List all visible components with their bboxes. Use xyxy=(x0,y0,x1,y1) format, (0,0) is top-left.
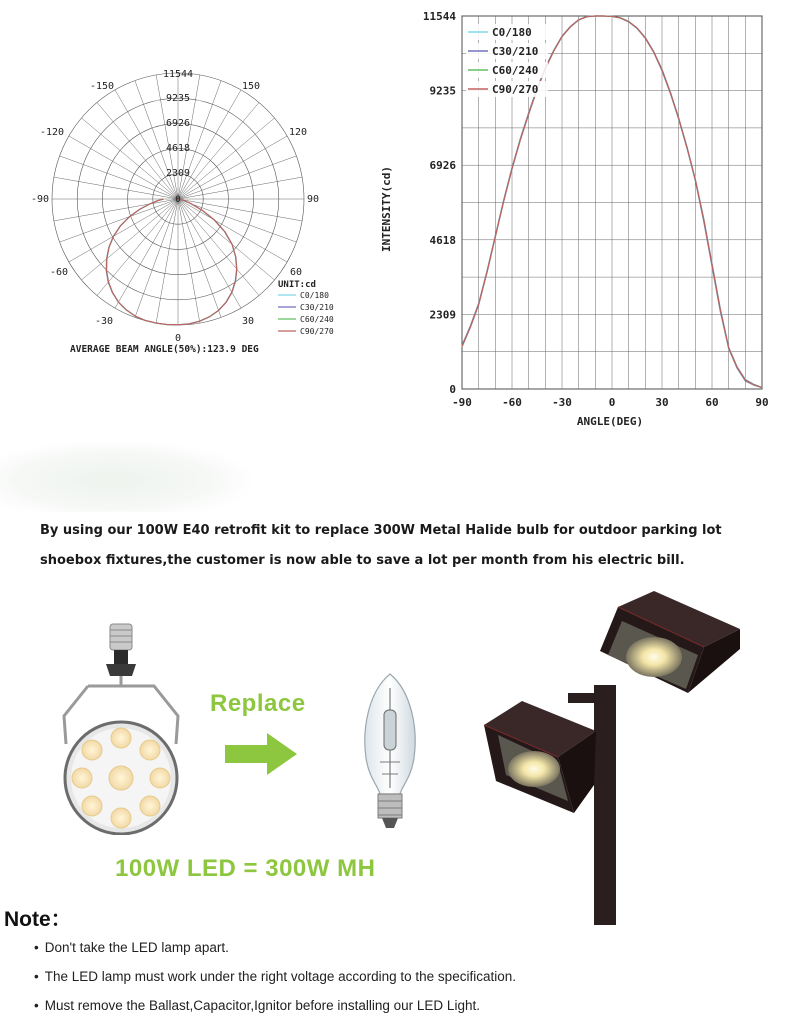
ring-label-11544: 11544 xyxy=(162,69,194,80)
x-tick-label: -30 xyxy=(552,396,572,409)
equation-led-vs-mh: 100W LED = 300W MH xyxy=(115,855,376,882)
angle-label-90: 90 xyxy=(306,194,320,205)
chart-ylabel: INTENSITY(cd) xyxy=(380,165,393,253)
replace-label: Replace xyxy=(210,690,306,717)
polar-center-label: 0 xyxy=(175,195,181,205)
y-tick-label: 4618 xyxy=(429,233,456,247)
ring-label-4618: 4618 xyxy=(165,143,191,154)
chart-legend xyxy=(466,24,548,97)
angle-label-neg150: -150 xyxy=(89,81,115,92)
chart-y-ticks xyxy=(423,10,456,396)
metal-halide-bulb-image xyxy=(350,670,430,835)
y-tick-label: 0 xyxy=(449,383,456,396)
x-tick-label: 0 xyxy=(608,396,616,409)
angle-label-150: 150 xyxy=(241,81,261,92)
legend-label: C0/180 xyxy=(492,26,532,39)
x-tick-label: -60 xyxy=(502,396,522,409)
polar-legend-c60: C60/240 xyxy=(300,315,334,324)
legend-label: C30/210 xyxy=(492,45,539,58)
polar-legend-c90: C90/270 xyxy=(300,327,334,336)
angle-label-0: 0 xyxy=(174,333,182,344)
y-tick-label: 9235 xyxy=(429,84,456,98)
intro-paragraph: By using our 100W E40 retrofit kit to replace 300W Metal Halide bulb for outdoor parking lot shoebox fixtures,the customer is now able to save a lot per month from his electric bill. xyxy=(40,523,722,568)
ring-label-9235: 9235 xyxy=(165,93,191,104)
intensity-chart-svg xyxy=(378,4,788,434)
legend-label: C60/240 xyxy=(492,64,539,77)
angle-label-neg60: -60 xyxy=(49,267,69,278)
polar-unit-label: UNIT:cd xyxy=(278,280,316,290)
angle-label-neg90: -90 xyxy=(30,194,50,205)
note-title xyxy=(4,903,72,933)
y-tick-label: 6926 xyxy=(429,159,456,173)
shoebox-pole-light-image xyxy=(478,585,753,925)
y-tick-label: 11544 xyxy=(422,10,456,23)
angle-label-30: 30 xyxy=(241,316,255,327)
note-item-2: • The LED lamp must work under the right voltage according to the specification. xyxy=(34,968,516,997)
x-tick-label: 30 xyxy=(655,396,669,409)
x-tick-label: -90 xyxy=(452,396,472,409)
y-tick-label: 2309 xyxy=(429,308,456,322)
note-list xyxy=(34,939,516,1024)
note-item-1: • Don't take the LED lamp apart. xyxy=(34,939,516,968)
led-retrofit-kit-image xyxy=(58,620,198,835)
legend-label: C90/270 xyxy=(492,83,539,96)
ring-label-6926: 6926 xyxy=(165,118,191,129)
polar-legend xyxy=(278,291,334,336)
polar-diagram xyxy=(28,58,348,358)
angle-label-60: 60 xyxy=(289,267,303,278)
chart-xlabel: ANGLE(DEG) xyxy=(576,415,644,428)
faded-background-blob xyxy=(0,442,250,512)
chart-x-ticks xyxy=(452,396,769,409)
x-tick-label: 90 xyxy=(755,396,769,409)
angle-label-180: 180 xyxy=(178,65,180,66)
angle-label-neg30: -30 xyxy=(94,316,114,327)
polar-diagram-svg xyxy=(28,58,348,358)
beam-angle-text: AVERAGE BEAM ANGLE(50%):123.9 DEG xyxy=(70,344,259,355)
polar-legend-c30: C30/210 xyxy=(300,303,334,312)
note-title-colon: ： xyxy=(50,908,72,931)
angle-label-120: 120 xyxy=(288,127,308,138)
intensity-chart xyxy=(378,4,788,434)
note-title-text: Note xyxy=(4,908,51,931)
angle-label-neg120: -120 xyxy=(39,127,65,138)
x-tick-label: 60 xyxy=(705,396,719,409)
note-item-3: • Must remove the Ballast,Capacitor,Ignitor before installing our LED Light. xyxy=(34,997,516,1024)
polar-legend-c0: C0/180 xyxy=(300,291,329,300)
arrow-right-icon xyxy=(225,733,297,775)
ring-label-2309: 2309 xyxy=(165,168,191,179)
